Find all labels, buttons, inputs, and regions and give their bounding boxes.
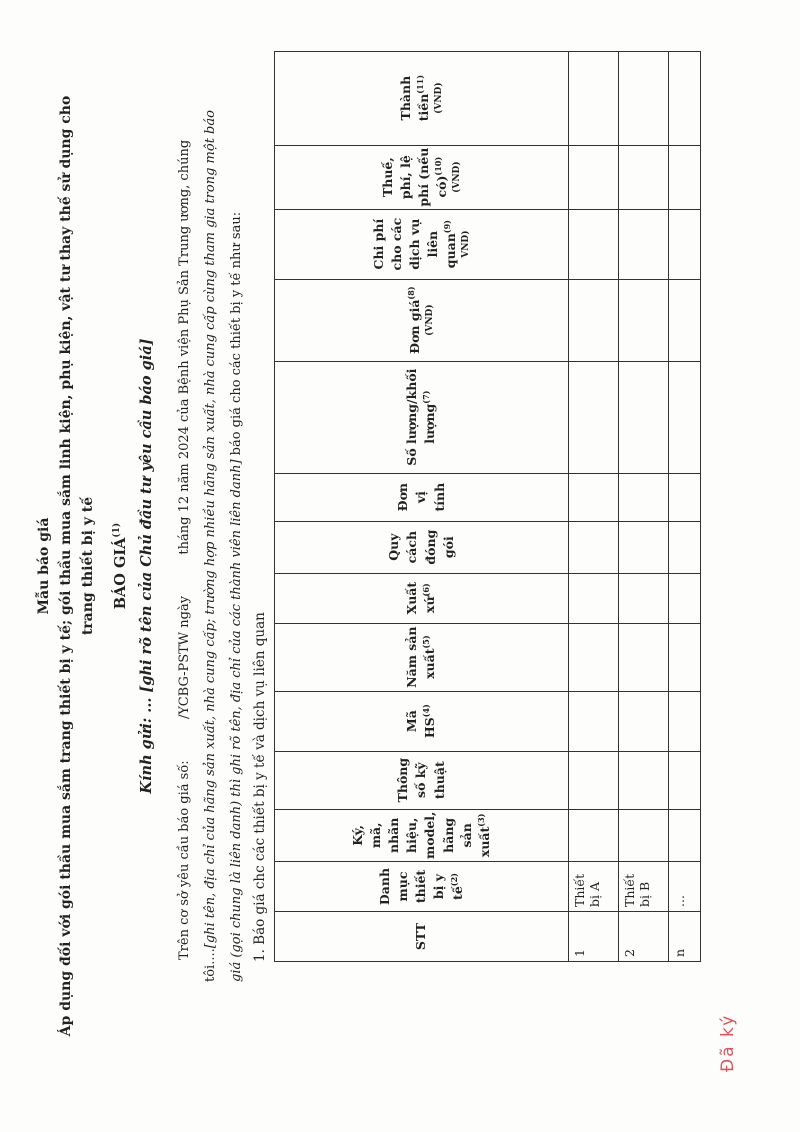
intro-line-1: Trên cơ sở yêu cầu báo giá số: /YCBG-PSTW ngày tháng 12 năm 2024 của Bệnh viện Phụ Sản Trung ương, chúng — [177, 139, 192, 960]
row-stt: 2 — [619, 912, 669, 962]
form-title: Mẫu báo giá — [36, 517, 52, 615]
row-item: ... — [669, 862, 701, 912]
col-ma-hs: Mã HS$^{(4)}$ — [275, 691, 569, 751]
col-don-vi: Đơn vị tính — [275, 473, 569, 521]
row-stt: n — [669, 912, 701, 962]
table-row — [669, 51, 701, 961]
row-item: Thiết bị B — [619, 862, 669, 912]
col-thue: Thuế, phí, lệ phí (nếu có)$^{(10)}$ (VND) — [275, 145, 569, 209]
col-ky-ma: Ký, mã, nhãn hiệu, model, hãng sản xuất$^{(3)}$ — [275, 809, 569, 861]
col-quy-cach: Quy cách đóng gói — [275, 521, 569, 573]
col-nam-sx: Năm sản xuất$^{(5)}$ — [275, 623, 569, 691]
col-so-luong: Số lượng/khối lượng$^{(7)}$ — [275, 361, 569, 473]
col-thanh-tien: Thành tiền$^{(11)}$ (VND) — [275, 51, 569, 145]
section-title: 1. Báo giá chc các thiết bị y tế và dịch vụ liên quan — [252, 612, 268, 962]
quote-table — [274, 51, 701, 962]
col-danh-muc: Danh mục thiết bị y tế$^{(2)}$ — [275, 862, 569, 912]
col-thong-so: Thông số kỹ thuật — [275, 751, 569, 809]
scope-line-1: Áp dụng đối với gói thầu mua sắm trang thiết bị y tế; gói thầu mua sắm linh kiện, phụ kiện, vật tư thay thế sử dụng cho — [58, 95, 74, 1037]
intro-line-2: tôi....[ghi tên, địa chỉ của hãng sản xuất, nhà cung cấp; trường hợp nhiều hãng sản xuất, nhà cung cấp cùng tham gia trong một báo — [203, 110, 218, 982]
table-row — [569, 51, 619, 961]
col-xuat-xu: Xuất xứ$^{(6)}$ — [275, 573, 569, 623]
row-item: Thiết bị A — [569, 862, 619, 912]
table-header-row — [275, 51, 569, 961]
col-chi-phi: Chi phí cho các dịch vụ liên quan$^{(9)}$ VND) — [275, 209, 569, 279]
col-stt: STT — [275, 912, 569, 962]
doc-title: BÁO GIÁ$^{(1)}$ — [112, 522, 129, 610]
intro-paragraph — [172, 102, 250, 982]
intro-line-3: giá (gọi chung là liên danh) thì ghi rõ tên, địa chỉ của các thành viên liên danh] báo giá cho các thiết bị y tế như sau: — [229, 211, 244, 982]
col-don-gia: Đơn giá$^{(8)}$ (VND) — [275, 279, 569, 361]
row-stt: 1 — [569, 912, 619, 962]
scope-line-2: trang thiết bị y tế — [80, 496, 96, 636]
table-row — [619, 51, 669, 961]
red-stamp-mark: Đã ký — [718, 1013, 738, 1072]
addressee: Kính gửi: ... [ghi rõ tên của Chủ đầu tư yêu cầu báo giá] — [138, 338, 155, 794]
